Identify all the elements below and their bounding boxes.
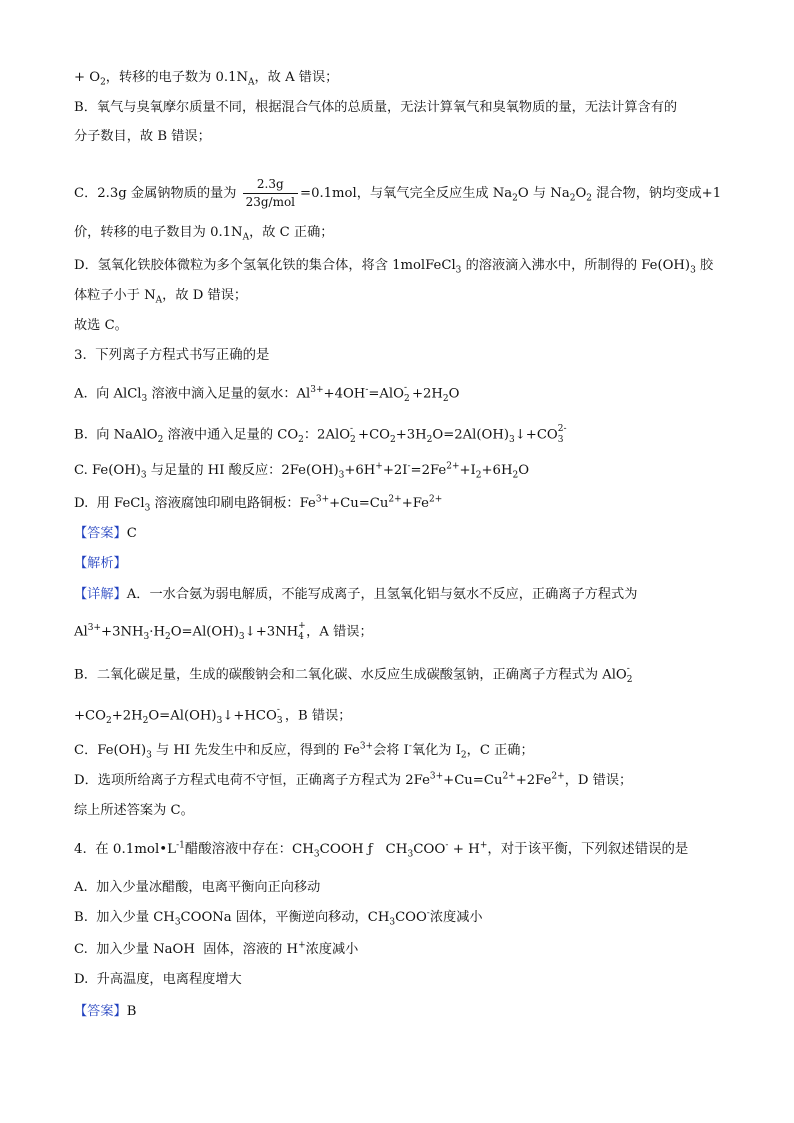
text-run: +Cu=Cu xyxy=(443,773,503,788)
subscript: 3 xyxy=(216,716,223,727)
index-subscript: 3 xyxy=(276,716,283,726)
charge-superscript: + xyxy=(298,621,306,631)
text-run: +2H xyxy=(111,708,143,724)
text-run: A. 加入少量冰醋酸，电离平衡向正向移动 xyxy=(74,880,321,895)
text-run: ：2AlO xyxy=(303,427,351,443)
subscript: 2 xyxy=(389,435,396,446)
text-run: COOH ƒ CH xyxy=(319,842,408,857)
subscript: 3 xyxy=(509,435,515,446)
text-line-l21 xyxy=(74,771,728,791)
text-run: + H xyxy=(448,842,480,857)
text-run: C. Fe(OH) xyxy=(74,463,141,478)
text-run: 溶液中通入足量的 CO xyxy=(163,427,299,443)
superscript: 3+ xyxy=(87,623,102,634)
subscript: 2 xyxy=(142,716,149,727)
text-run: +4OH xyxy=(323,386,366,402)
superscript: - xyxy=(408,741,412,752)
text-run: +I xyxy=(459,463,476,478)
charge-superscript: - xyxy=(626,664,630,674)
charge-superscript: - xyxy=(350,424,354,434)
text-run: +2Fe xyxy=(515,773,552,788)
subscript: 3 xyxy=(143,632,150,643)
section-label: 【详解】 xyxy=(74,587,127,602)
text-run: 分子数目，故 B 错误； xyxy=(74,129,211,144)
subscript: 3 xyxy=(313,849,320,860)
text-run: COO xyxy=(395,910,427,925)
text-run: ↓+CO xyxy=(514,427,558,443)
ion-charge-index xyxy=(627,665,635,685)
text-line-l6 xyxy=(74,256,728,276)
text-line-l9 xyxy=(74,346,728,366)
text-run: ，故 A 错误； xyxy=(254,70,339,85)
text-run: 价，转移的电子数目为 0.1N xyxy=(74,225,243,240)
text-run: + O xyxy=(74,70,101,85)
text-run: D．选项所给离子方程式电荷不守恒，正确离子方程式为 2Fe xyxy=(74,773,430,788)
text-run: B. 加入少量 CH xyxy=(74,910,175,925)
subscript: 2 xyxy=(512,193,518,204)
index-subscript: 2 xyxy=(626,675,633,685)
superscript: + xyxy=(375,461,383,472)
subscript: 2 xyxy=(475,470,482,481)
subscript: 2 xyxy=(569,193,576,204)
superscript: + xyxy=(479,840,488,851)
text-run: C xyxy=(126,526,137,541)
text-run: ，故 C 正确； xyxy=(249,225,334,240)
text-run: B．二氧化碳足量，生成的碳酸钠会和二氧化碳、水反应生成碳酸氢钠，正确离子方程式为 AlO xyxy=(74,667,627,683)
text-run: ，D 错误； xyxy=(564,773,633,788)
text-run: B．氧气与臭氧摩尔质量不同，根据混合气体的总质量，无法计算氧气和臭氧物质的量，无法计算含有的 xyxy=(74,100,678,115)
ion-charge-index xyxy=(404,384,412,404)
superscript: -1 xyxy=(176,840,185,851)
charge-superscript: 2- xyxy=(557,424,567,434)
superscript: 2+ xyxy=(502,771,516,782)
subscript: 2 xyxy=(426,435,433,446)
text-run: 3. 下列离子方程式书写正确的是 xyxy=(74,348,270,363)
text-run: 溶液腐蚀印刷电路铜板：Fe xyxy=(150,496,316,511)
text-run: A．一水合氨为弱电解质，不能写成离子，且氢氧化铝与氨水不反应，正确离子方程式为 xyxy=(126,587,638,602)
text-run: 体粒子小于 N xyxy=(74,288,156,303)
subscript: 3 xyxy=(407,849,414,860)
subscript: 2 xyxy=(512,470,519,481)
text-line-l25 xyxy=(74,908,728,928)
subscript: A xyxy=(242,232,250,243)
subscript: 3 xyxy=(338,470,345,481)
superscript: - xyxy=(426,908,430,919)
index-subscript: 3 xyxy=(557,435,564,445)
text-run: +6H xyxy=(481,463,513,478)
superscript: - xyxy=(407,461,411,472)
section-label: 【答案】 xyxy=(74,1004,127,1019)
text-line-l1 xyxy=(74,68,728,88)
text-run: =2Fe xyxy=(410,463,447,478)
subscript: 3 xyxy=(140,470,147,481)
subscript: 3 xyxy=(144,503,151,514)
text-run: 浓度减小 xyxy=(305,942,359,957)
text-run: +3NH xyxy=(101,624,144,640)
ion-charge-index xyxy=(558,425,566,445)
subscript: 2 xyxy=(460,750,467,761)
text-run: 会将 I xyxy=(373,743,409,758)
text-run: D．氢氧化铁胶体微粒为多个氢氧化铁的集合体，将含 1molFeCl xyxy=(74,258,456,273)
subscript: 3 xyxy=(146,750,152,761)
text-line-l5 xyxy=(74,223,728,243)
text-line-l3 xyxy=(74,127,728,147)
text-run: O=Al(OH) xyxy=(148,708,217,724)
text-run: C．Fe(OH) xyxy=(74,743,147,758)
text-line-l28 xyxy=(74,1002,728,1022)
text-line-l13 xyxy=(74,494,728,514)
section-label: 【解析】 xyxy=(74,556,127,571)
subscript: 2 xyxy=(157,435,164,446)
text-run: 的溶液滴入沸水中，所制得的 Fe(OH) xyxy=(461,258,691,273)
text-line-l11 xyxy=(74,425,728,446)
text-line-l7 xyxy=(74,286,728,306)
fraction-numerator: 2.3g xyxy=(243,176,298,194)
superscript: 2+ xyxy=(446,461,460,472)
text-line-l14 xyxy=(74,524,728,544)
text-run: =AlO xyxy=(368,386,404,402)
text-line-l26 xyxy=(74,940,728,960)
subscript: 2 xyxy=(442,394,449,405)
text-run: +2I xyxy=(382,463,408,478)
superscript: 3+ xyxy=(310,385,324,396)
text-run: ，故 D 错误； xyxy=(162,288,248,303)
text-run: 胶 xyxy=(695,258,714,273)
text-line-l22 xyxy=(74,801,728,821)
subscript: 2 xyxy=(164,632,171,643)
text-run: +CO xyxy=(74,708,106,724)
text-run: O 与 Na xyxy=(517,186,570,201)
text-run: O xyxy=(448,386,460,402)
index-subscript: 2 xyxy=(403,394,410,404)
text-run: COO xyxy=(413,842,446,857)
text-run: ，转移的电子数为 0.1N xyxy=(105,70,248,85)
text-run: ，对于该平衡，下列叙述错误的是 xyxy=(487,842,689,857)
index-subscript: 4 xyxy=(298,632,304,642)
text-line-l4 xyxy=(74,176,728,211)
subscript: A xyxy=(248,77,255,88)
text-run: B xyxy=(126,1004,137,1019)
text-run: C．2.3g 金属钠物质的量为 xyxy=(74,186,241,201)
charge-superscript: - xyxy=(276,705,280,715)
text-line-l12 xyxy=(74,461,728,481)
text-run: O=2Al(OH) xyxy=(432,427,509,443)
text-run: 氧化为 I xyxy=(411,743,461,758)
text-run: 综上所述答案为 C。 xyxy=(74,803,194,818)
charge-superscript: - xyxy=(403,383,408,393)
text-run: ·H xyxy=(149,624,165,640)
text-run: ↓+HCO xyxy=(222,708,277,724)
text-run: +3H xyxy=(395,427,427,443)
subscript: 3 xyxy=(141,394,148,405)
text-run: D. 用 FeCl xyxy=(74,496,145,511)
subscript: 3 xyxy=(174,917,181,928)
text-run: 与足量的 HI 酸反应：2Fe(OH) xyxy=(146,463,339,478)
superscript: 2+ xyxy=(428,494,443,505)
text-line-l8 xyxy=(74,316,728,336)
subscript: 3 xyxy=(238,632,245,643)
text-line-l10 xyxy=(74,384,728,405)
text-run: O=Al(OH) xyxy=(170,624,239,640)
text-run: D. 升高温度，电离程度增大 xyxy=(74,972,242,987)
superscript: - xyxy=(365,385,369,396)
text-line-l15 xyxy=(74,554,728,574)
text-line-l18 xyxy=(74,665,728,686)
text-run: ，B 错误； xyxy=(284,708,352,724)
fraction xyxy=(243,176,298,211)
text-run: +Cu=Cu xyxy=(329,496,389,511)
subscript: 2 xyxy=(298,435,304,446)
ion-charge-index xyxy=(277,706,285,726)
text-line-l23 xyxy=(74,840,728,860)
text-run: 与 HI 先发生中和反应，得到的 Fe xyxy=(151,743,360,758)
superscript: 3+ xyxy=(315,494,330,505)
text-run: 4. 在 0.1mol•L xyxy=(74,842,177,857)
text-run: B. 向 NaAlO xyxy=(74,427,158,443)
subscript: 2 xyxy=(105,716,112,727)
superscript: 2+ xyxy=(388,494,402,505)
text-run: 浓度减小 xyxy=(429,910,483,925)
text-line-l17 xyxy=(74,622,728,643)
subscript: 3 xyxy=(690,265,696,276)
subscript: 3 xyxy=(455,265,462,276)
text-run: O xyxy=(575,186,587,201)
text-run: +Fe xyxy=(401,496,429,511)
text-run: A. 向 AlCl xyxy=(74,386,142,402)
text-run: 故选 C。 xyxy=(74,318,128,333)
superscript: - xyxy=(445,840,449,851)
subscript: A xyxy=(155,295,163,306)
text-line-l24 xyxy=(74,878,728,898)
fraction-denominator: 23g/mol xyxy=(245,195,296,209)
text-run: C. 加入少量 NaOH 固体，溶液的 H xyxy=(74,942,299,957)
ion-charge-index xyxy=(350,425,358,445)
text-line-l20 xyxy=(74,741,728,761)
subscript: 2 xyxy=(586,193,592,204)
text-line-l2 xyxy=(74,98,728,118)
text-run: +2H xyxy=(411,386,443,402)
text-run: O xyxy=(518,463,529,478)
text-line-l19 xyxy=(74,706,728,727)
section-label: 【答案】 xyxy=(74,526,127,541)
text-run: +CO xyxy=(358,427,390,443)
text-run: Al xyxy=(74,624,88,640)
text-run: 醋酸溶液中存在：CH xyxy=(184,842,314,857)
text-run: 溶液中滴入足量的氨水：Al xyxy=(147,386,311,402)
index-subscript: 2 xyxy=(350,435,356,445)
text-run: ，A 错误； xyxy=(306,624,373,640)
text-run: =0.1mol，与氧气完全反应生成 Na xyxy=(300,186,513,201)
superscript: 3+ xyxy=(429,771,444,782)
text-run: +6H xyxy=(344,463,376,478)
text-run: ↓+3NH xyxy=(244,624,299,640)
superscript: 2+ xyxy=(551,771,565,782)
superscript: 3+ xyxy=(359,741,374,752)
subscript: 3 xyxy=(389,917,396,928)
text-run: ，C 正确； xyxy=(466,743,534,758)
subscript: 2 xyxy=(100,77,106,88)
text-line-l27 xyxy=(74,970,728,990)
text-run: 混合物，钠均变成+1 xyxy=(591,186,722,201)
ion-charge-index xyxy=(298,622,306,642)
text-run: COONa 固体，平衡逆向移动，CH xyxy=(180,910,390,925)
text-line-l16 xyxy=(74,585,728,605)
superscript: + xyxy=(298,940,306,951)
